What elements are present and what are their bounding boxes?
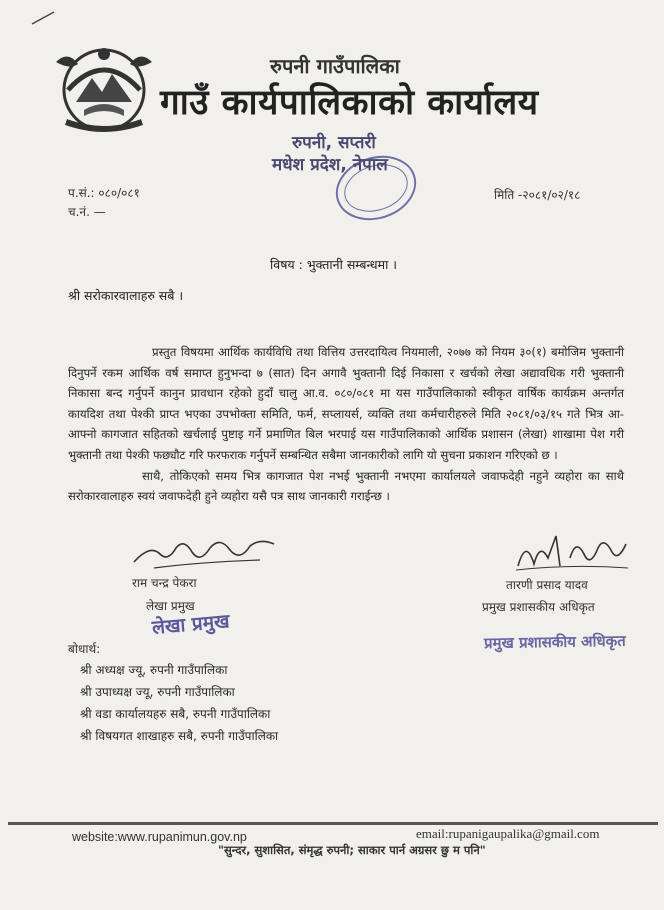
letter-body <box>68 342 624 507</box>
nepal-emblem-icon <box>48 40 160 136</box>
body-paragraph-2: साथै, तोकिएको समय भित्र कागजात पेश नभई भुक्तानी नभएमा कार्यालयले जवाफदेही नहुने व्यहोरा का साथै सरोकारवालाहरु स्वयं जवाफदेही हुने व्यहोरा यसै पत्र साथ जानकारी गराईन्छ । <box>68 468 624 504</box>
body-paragraph-1: प्रस्तुत विषयमा आर्थिक कार्यविधि तथा वित्तिय उत्तरदायित्व नियमाली, २०७७ को नियम ३०(१) बमोजिम भुक्तानी दिनुपर्ने रकम आर्थिक वर्ष समाप्त हुनुभन्दा ७ (सात) दिन अगावै भुक्तानी दिई निकासा र खर्चको लेखा अद्यावधिक गरी भुक्तानी निकासा बन्द गर्नुपर्ने कानुन प्रावधान रहेको हुदाँ चालु आ.व. ०८०/०८१ मा यस गाउँपालिकाको स्वीकृत वार्षिक कार्यक्रम अन्तर्गत कायदिश तथा पेश्की प्राप्त भएका उपभोक्ता समिति, फर्म, सप्लायर्स, व्यक्ति तथा कर्मचारीहरुले मिति २०८१/०३/१५ गते भित्र आ-आफ्नो कागजात सहितको खर्चलाई पुष्टाइ गर्ने प्रमाणित बिल भरपाई यस गाउँपालिकाको आर्थिक प्रशासन (लेखा) शाखामा पेश गरी भुक्तानी तथा पेश्की फछ्यौट गरि फरफराक गर्नुपर्ने सम्बन्धित सबैमा जानकारीको लागि यो सुचना प्रकाशन गरिएको छ । <box>68 345 624 462</box>
cc-item: श्री अध्यक्ष ज्यू, रुपनी गाउँपालिका <box>80 663 228 677</box>
footer-divider <box>8 822 658 825</box>
right-signatory-title: प्रमुख प्रशासकीय अधिकृत <box>482 600 595 614</box>
chief-admin-stamp: प्रमुख प्रशासकीय अधिकृत <box>483 631 626 653</box>
left-signature <box>130 532 280 574</box>
accounts-chief-stamp: लेखा प्रमुख <box>151 610 231 639</box>
cc-heading: बोधार्थ: <box>68 642 101 656</box>
right-signatory-name: तारणी प्रसाद यादव <box>506 578 588 592</box>
letter-date: मिति -२०८१/०२/१८ <box>494 188 581 202</box>
dispatch-number: च.नं. — <box>68 205 106 219</box>
letter-reference-number: प.सं.: ०८०/०८१ <box>68 186 140 200</box>
municipality-name: रुपनी गाउँपालिका <box>270 54 400 78</box>
cc-item: श्री वडा कार्यालयहरु सबै, रुपनी गाउँपालिका <box>80 707 271 721</box>
right-signature <box>512 528 630 574</box>
pen-stroke-mark <box>30 10 56 26</box>
footer-slogan: "सुन्दर, सुशासित, संमृद्ध रुपनी; साकार पार्न अग्रसर छु म पनि" <box>218 843 486 857</box>
seal-line-2: मधेश प्रदेश, नेपाल <box>272 155 388 175</box>
letter-addressee: श्री सरोकारवालाहरु सबै । <box>68 288 184 303</box>
cc-item: श्री विषयगत शाखाहरु सबै, रुपनी गाउँपालिका <box>80 729 279 743</box>
footer-website: website:www.rupanimun.gov.np <box>72 830 247 844</box>
cc-item: श्री उपाध्यक्ष ज्यू, रुपनी गाउँपालिका <box>80 685 235 699</box>
letter-subject: विषय : भुक्तानी सम्बन्धमा । <box>270 257 398 272</box>
office-name: गाउँ कार्यपालिकाको कार्यालय <box>160 83 539 123</box>
footer-email: email:rupanigaupalika@gmail.com <box>416 826 600 841</box>
left-signatory-title: लेखा प्रमुख <box>146 599 195 613</box>
left-signatory-name: राम चन्द्र पेकरा <box>132 576 197 590</box>
seal-line-1: रुपनी, सप्तरी <box>292 133 376 153</box>
